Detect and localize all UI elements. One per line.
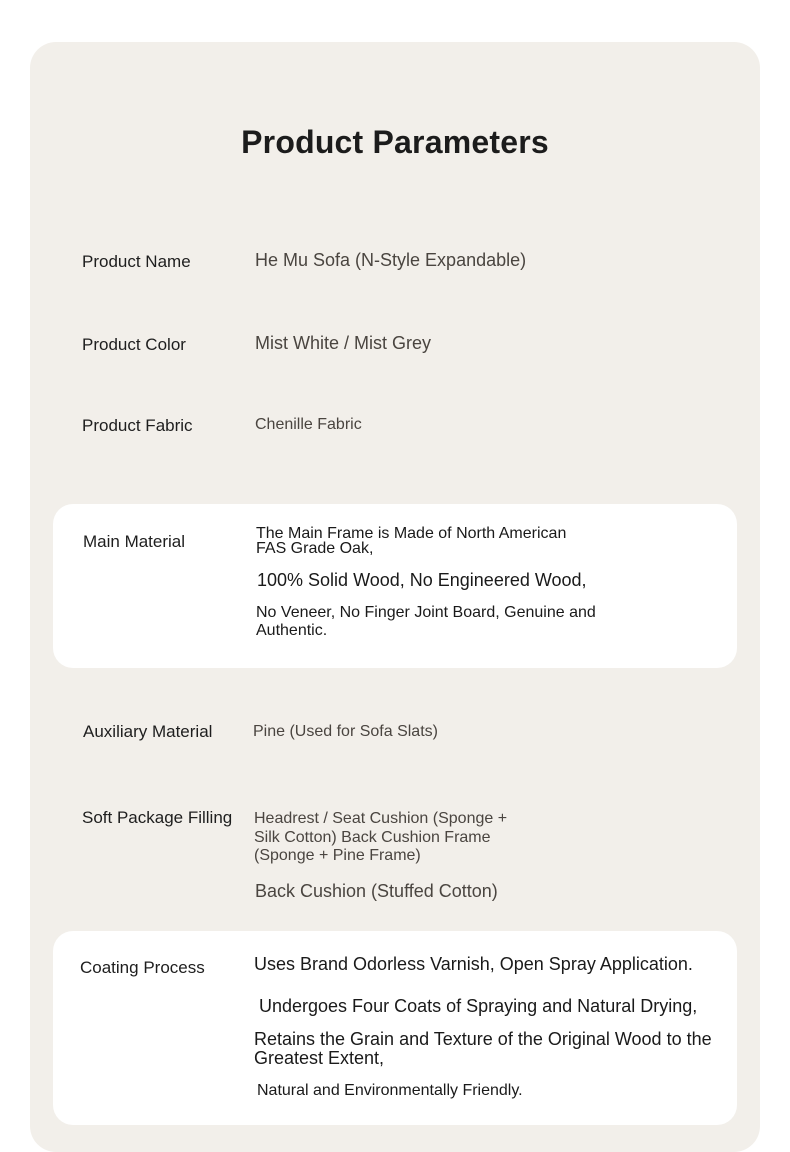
product-color-label: Product Color xyxy=(82,335,186,354)
main-material-line-4: No Veneer, No Finger Joint Board, Genuine and xyxy=(256,604,596,621)
coating-line-3: Retains the Grain and Texture of the Original Wood to the xyxy=(254,1029,712,1049)
product-fabric-label: Product Fabric xyxy=(82,416,193,435)
product-color-value: Mist White / Mist Grey xyxy=(255,333,432,353)
page-title: Product Parameters xyxy=(241,124,549,160)
auxiliary-material-label: Auxiliary Material xyxy=(83,722,213,741)
coating-line-4: Greatest Extent, xyxy=(254,1048,385,1068)
filling-line-3: (Sponge + Pine Frame) xyxy=(254,847,421,864)
soft-package-filling-label: Soft Package Filling xyxy=(82,808,233,827)
main-material-line-1: The Main Frame is Made of North American xyxy=(256,525,567,542)
main-material-line-2: FAS Grade Oak, xyxy=(256,540,374,557)
product-fabric-value: Chenille Fabric xyxy=(255,416,362,433)
main-material-line-5: Authentic. xyxy=(256,622,328,639)
filling-line-4: Back Cushion (Stuffed Cotton) xyxy=(255,881,498,901)
product-name-value: He Mu Sofa (N-Style Expandable) xyxy=(255,250,527,270)
coating-line-2: Undergoes Four Coats of Spraying and Natural Drying, xyxy=(259,996,698,1016)
product-name-label: Product Name xyxy=(82,252,191,271)
coating-process-label: Coating Process xyxy=(80,958,205,977)
coating-line-5: Natural and Environmentally Friendly. xyxy=(257,1082,523,1099)
coating-line-1: Uses Brand Odorless Varnish, Open Spray Application. xyxy=(254,954,693,974)
auxiliary-material-value: Pine (Used for Sofa Slats) xyxy=(253,723,438,740)
filling-line-2: Silk Cotton) Back Cushion Frame xyxy=(254,829,491,846)
main-material-line-3: 100% Solid Wood, No Engineered Wood, xyxy=(257,570,587,590)
filling-line-1: Headrest / Seat Cushion (Sponge + xyxy=(254,810,508,827)
main-material-label: Main Material xyxy=(83,532,186,551)
